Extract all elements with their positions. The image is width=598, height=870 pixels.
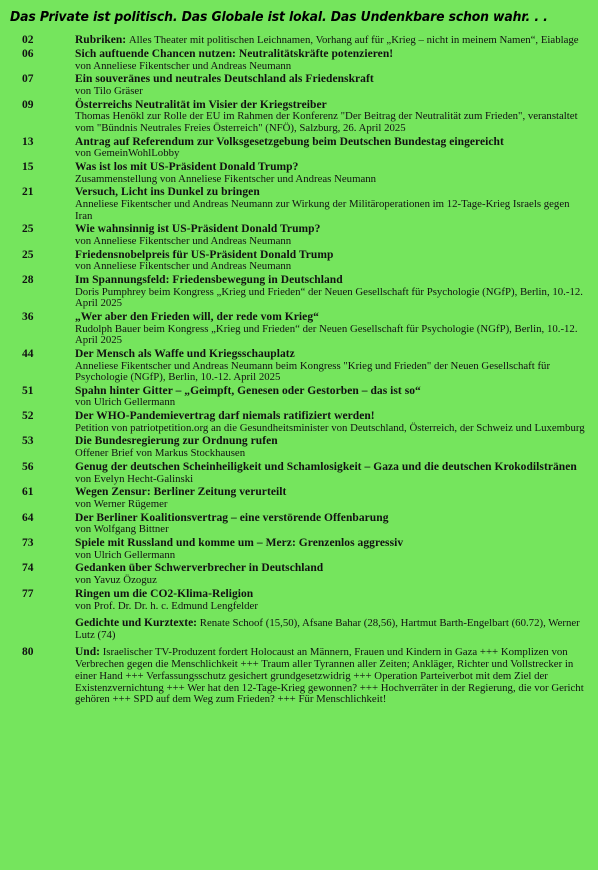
toc-entry-byline: von Prof. Dr. Dr. h. c. Edmund Lengfelder [75, 599, 258, 612]
toc-entry [22, 513, 586, 536]
toc-entry-byline: von Anneliese Fikentscher und Andreas Neumann [75, 260, 292, 273]
toc-entry-text: Alles Theater mit politischen Leichnamen, Vorhang auf für „Krieg – nicht in meinem Namen“, Eiablage [128, 34, 579, 46]
toc-entry-text: Israelischer TV-Produzent fordert Holocaust an Männern, Frauen und Kindern in Gaza +++ Komplizen von Verbrechen gegen die Menschlichkeit +++ Traum aller Tyrannen aller Zeiten; Ankläger, Richter und Vollstrecker in einer Hand +++ Verfassungsschutz gesichert grundgesetzwidrig +++ Operation Parteiverbot mit dem Ziel der Existenzvernichtung +++ Wer hat den 12-Tage-Krieg gewonnen? +++ Hochverräter in der Regierung, die vor Gericht gehören +++ SPD auf dem Weg zum Frieden? +++ Für Menschlichkeit! [75, 646, 584, 706]
toc-page-number: 77 [22, 587, 34, 600]
toc-entry-byline: Zusammenstellung von Anneliese Fikentscher und Andreas Neumann [75, 172, 377, 185]
toc-entry-label: Rubriken: [75, 34, 127, 46]
toc-entry-title: Friedensnobelpreis für US-Präsident Donald Trump [75, 248, 334, 261]
toc-entry-title: Spahn hinter Gitter – „Geimpft, Genesen oder Gestorben – das ist so“ [75, 384, 421, 397]
toc-page-number: 25 [22, 248, 34, 261]
toc-entry [22, 312, 586, 347]
toc-page-number: 36 [22, 310, 34, 323]
toc-list [22, 35, 586, 706]
toc-entry-title: Wie wahnsinnig ist US-Präsident Donald Trump? [75, 223, 321, 236]
toc-entry [22, 538, 586, 561]
toc-entry-content [75, 35, 586, 47]
toc-entry [22, 74, 586, 97]
toc-entry-title: Was ist los mit US-Präsident Donald Trump? [75, 160, 299, 173]
toc-entry [22, 349, 586, 384]
toc-page-number: 21 [22, 186, 34, 199]
toc-entry-content [75, 647, 586, 706]
toc-entry-title: „Wer aber den Frieden will, der rede vom Krieg“ [75, 310, 319, 323]
toc-entry-content [75, 487, 586, 510]
toc-entry-content [75, 618, 586, 641]
toc-entry-title: Im Spannungsfeld: Friedensbewegung in Deutschland [75, 274, 343, 287]
toc-page-number: 25 [22, 223, 34, 236]
toc-entry-title: Wegen Zensur: Berliner Zeitung verurteilt [75, 486, 287, 499]
toc-page-number: 74 [22, 562, 34, 575]
toc-entry [22, 436, 586, 459]
toc-entry [22, 386, 586, 409]
toc-entry [22, 563, 586, 586]
toc-entry-byline: Thomas Henökl zur Rolle der EU im Rahmen der Konferenz "Der Beitrag der Neutralität zum Frieden", veranstaltet vom "Bündnis Neutrales Freies Österreich" (NFÖ), Salzburg, 26. April 2025 [75, 110, 578, 134]
toc-entry-byline: von Ulrich Gellermann [75, 396, 176, 409]
toc-page-number: 73 [22, 537, 34, 550]
toc-entry-title: Der Mensch als Waffe und Kriegsschauplatz [75, 347, 295, 360]
toc-entry-content [75, 162, 586, 185]
toc-entry-byline: von Tilo Gräser [75, 84, 143, 97]
toc-page-number: 61 [22, 486, 34, 499]
toc-page-number: 02 [22, 34, 34, 46]
toc-entry-content [75, 538, 586, 561]
toc-entry-text: Renate Schoof (15,50), Afsane Bahar (28,56), Hartmut Barth-Engelbart (60.72), Werner Lutz (74) [75, 617, 580, 641]
toc-entry-title: Die Bundesregierung zur Ordnung rufen [75, 435, 278, 448]
toc-entry-content [75, 563, 586, 586]
toc-entry-title: Versuch, Licht ins Dunkel zu bringen [75, 186, 260, 199]
toc-entry-content [75, 436, 586, 459]
toc-entry [22, 487, 586, 510]
toc-page-number: 06 [22, 47, 34, 60]
toc-entry-title: Österreichs Neutralität im Visier der Kriegstreiber [75, 98, 327, 111]
toc-entry [22, 100, 586, 135]
toc-page-number: 13 [22, 135, 34, 148]
toc-page-number: 53 [22, 435, 34, 448]
toc-page-number: 28 [22, 274, 34, 287]
page-header: Das Private ist politisch. Das Globale ist lokal. Das Undenkbare schon wahr. . . [10, 9, 548, 25]
toc-page-number: 15 [22, 160, 34, 173]
toc-entry-byline: Doris Pumphrey beim Kongress „Krieg und Frieden“ der Neuen Gesellschaft für Psychologie (NGfP), Berlin, 10.-12. April 2025 [75, 285, 583, 310]
toc-entry [22, 49, 586, 72]
toc-entry-content [75, 100, 586, 135]
toc-entry [22, 187, 586, 222]
toc-page-number: 64 [22, 511, 34, 524]
toc-entry [22, 411, 586, 434]
toc-page-number: 44 [22, 347, 34, 360]
toc-entry-byline: von Werner Rügemer [75, 497, 168, 510]
toc-entry-content [75, 49, 586, 72]
toc-entry-title: Der Berliner Koalitionsvertrag – eine verstörende Offenbarung [75, 511, 389, 524]
toc-entry-title: Antrag auf Referendum zur Volksgesetzgebung beim Deutschen Bundestag eingereicht [75, 135, 504, 148]
toc-entry [22, 618, 586, 641]
toc-entry-content [75, 74, 586, 97]
toc-entry-content [75, 187, 586, 222]
toc-entry [22, 162, 586, 185]
toc-entry-content [75, 589, 586, 612]
toc-entry-content [75, 312, 586, 347]
toc-entry [22, 462, 586, 485]
toc-entry-byline: Offener Brief von Markus Stockhausen [75, 447, 246, 460]
toc-entry-byline: von Yavuz Özoguz [75, 574, 157, 587]
toc-entry [22, 647, 586, 706]
toc-entry-title: Ein souveränes und neutrales Deutschland als Friedenskraft [75, 73, 374, 86]
toc-entry-content [75, 275, 586, 310]
toc-entry-content [75, 224, 586, 247]
toc-entry [22, 589, 586, 612]
toc-page-number: 80 [22, 646, 34, 659]
toc-entry-label: Und: [75, 646, 100, 659]
toc-entry-label: Gedichte und Kurztexte: [75, 617, 198, 630]
toc-entry-byline: Petition von patriotpetition.org an die Gesundheitsminister von Deutschland, Österreich, der Schweiz und Luxemburg [75, 421, 585, 434]
toc-entry [22, 250, 586, 273]
toc-entry-title: Der WHO-Pandemievertrag darf niemals ratifiziert werden! [75, 410, 375, 423]
toc-entry [22, 137, 586, 160]
toc-entry-title: Gedanken über Schwerverbrecher in Deutschland [75, 562, 324, 575]
toc-entry-content [75, 411, 586, 434]
toc-entry-byline: Rudolph Bauer beim Kongress „Krieg und Frieden“ der Neuen Gesellschaft für Psychologie (NGfP), Berlin, 10.-12. April 2025 [75, 322, 578, 347]
toc-entry-byline: von Anneliese Fikentscher und Andreas Neumann [75, 234, 292, 247]
toc-entry [22, 224, 586, 247]
toc-entry-content [75, 513, 586, 536]
toc-page-number: 51 [22, 384, 34, 397]
toc-entry-byline: Anneliese Fikentscher und Andreas Neumann beim Kongress "Krieg und Frieden" der Neuen Gesellschaft für Psychologie (NGfP), Berlin, 10.-12. April 2025 [75, 359, 551, 383]
toc-entry-title: Genug der deutschen Scheinheiligkeit und Schamlosigkeit – Gaza und die deutschen Krokodilstränen [75, 460, 577, 473]
toc-entry-title: Sich auftuende Chancen nutzen: Neutralitätskräfte potenzieren! [75, 47, 394, 60]
toc-entry-byline: von Ulrich Gellermann [75, 548, 176, 561]
toc-entry-content [75, 250, 586, 273]
toc-entry-title: Ringen um die CO2-Klima-Religion [75, 587, 254, 600]
toc-page-number: 56 [22, 460, 34, 473]
toc-entry-byline: von GemeinWohlLobby [75, 147, 180, 160]
toc-entry-byline: von Evelyn Hecht-Galinski [75, 472, 194, 485]
toc-page-number: 09 [22, 98, 34, 111]
toc-entry-byline: Anneliese Fikentscher und Andreas Neumann zur Wirkung der Militäroperationen im 12-Tage-Krieg Israels gegen Iran [75, 198, 570, 222]
toc-entry-content [75, 462, 586, 485]
toc-entry-content [75, 137, 586, 160]
toc-page-number: 07 [22, 73, 34, 86]
toc-entry-content [75, 349, 586, 384]
toc-entry-content [75, 386, 586, 409]
toc-entry-title: Spiele mit Russland und komme um – Merz: Grenzenlos aggressiv [75, 537, 404, 550]
toc-entry [22, 35, 586, 47]
toc-entry-byline: von Wolfgang Bittner [75, 523, 169, 536]
toc-entry [22, 275, 586, 310]
toc-page-number: 52 [22, 410, 34, 423]
toc-entry-byline: von Anneliese Fikentscher und Andreas Neumann [75, 59, 292, 72]
